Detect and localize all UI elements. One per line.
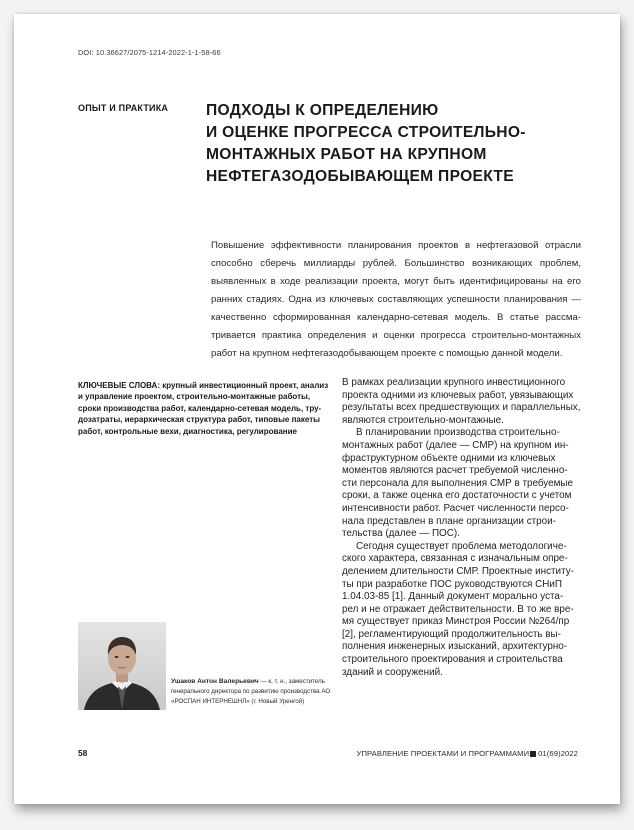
abstract-line: выявленных в ходе реализации проекта, могут быть идентифицированы на его: [211, 276, 581, 287]
body-line: рел и не отражает действительности. В то же вре-: [342, 603, 574, 615]
running-footer: [357, 749, 578, 758]
body-line: 1.04.03-85 [1]. Данный документ морально уста-: [342, 591, 564, 603]
keywords-line: работ, контрольные вехи, диагностика, регулирование: [78, 426, 297, 436]
author-name: Ушаков Антон Валерьевич: [171, 678, 259, 685]
square-bullet-icon: [530, 751, 536, 757]
body-line: проекта одними из ключевых работ, увязывающих: [342, 389, 574, 401]
body-line: делением длительности СМР. Проектные институ-: [342, 565, 574, 577]
title-line: МОНТАЖНЫХ РАБОТ НА КРУПНОМ: [206, 146, 487, 163]
abstract: [211, 237, 581, 363]
keywords: [78, 380, 338, 437]
body-line: ты при разработке ПОС руководствуются СНиП: [342, 578, 562, 590]
author-position: генерального директора по развитию производства АО: [171, 687, 331, 695]
title-line: ПОДХОДЫ К ОПРЕДЕЛЕНИЮ: [206, 102, 439, 119]
title-line: НЕФТЕГАЗОДОБЫВАЮЩЕМ ПРОЕКТЕ: [206, 168, 514, 185]
body-line: В планировании производства строительно-: [356, 427, 560, 439]
body-line: фраструктурном объекте одними из ключевых: [342, 452, 556, 464]
title-line: И ОЦЕНКЕ ПРОГРЕССА СТРОИТЕЛЬНО-: [206, 124, 526, 141]
journal-name: УПРАВЛЕНИЕ ПРОЕКТАМИ И ПРОГРАММАМИ: [356, 749, 530, 758]
body-line: интенсивности работ. Расчет численности персо-: [342, 502, 569, 514]
body-line: В рамках реализации крупного инвестиционного: [342, 377, 566, 388]
body-line: ского характера, связанная с изначальным опре-: [342, 553, 568, 565]
author-photo: [78, 622, 166, 710]
keywords-line: сроки производства работ, календарно-сетевая модель, тру-: [78, 403, 322, 413]
body-line: являются строительно-монтажные.: [342, 414, 504, 426]
article-title: [206, 100, 586, 188]
body-line: мя существует приказ Минстроя России №264/пр: [342, 616, 570, 628]
body-line: [2], регламентирующий продолжительность вы-: [342, 628, 561, 640]
body-line: сроки, а также оценка его достаточности с учетом: [342, 490, 572, 502]
abstract-line: тривается практика определения и оценки прогресса строительно-монтажных: [211, 330, 581, 341]
journal-page: [14, 14, 620, 804]
body-line: тельства (далее — ПОС).: [342, 528, 460, 540]
body-line: сти персонала для выполнения СМР в требуемые: [342, 477, 573, 489]
author-organization: «РОСПАН ИНТЕРНЕШНЛ» (г. Новый Уренгой): [171, 697, 305, 705]
keywords-line: и управление проектом, строительно-монтажные работы,: [78, 392, 311, 402]
issue-number: 01(69)2022: [538, 749, 578, 758]
body-line: моментов являются расчет требуемой численно-: [342, 465, 568, 477]
abstract-line: способно сберечь миллиарды рублей. Большинство возникающих проблем,: [211, 258, 581, 269]
abstract-line: Повышение эффективности планирования проектов в нефтегазовой отрасли: [211, 240, 581, 251]
page-number: 58: [78, 748, 88, 758]
body-line: Сегодня существует проблема методологиче-: [356, 540, 567, 552]
author-portrait-icon: [78, 622, 166, 710]
section-heading: ОПЫТ И ПРАКТИКА: [78, 103, 169, 113]
abstract-line: ранних стадиях. Одна из ключевых составляющих успешности планирования —: [211, 294, 581, 305]
body-line: полнения инженерных изысканий, архитектурно-: [342, 641, 568, 653]
body-text: [342, 377, 594, 679]
keywords-line: КЛЮЧЕВЫЕ СЛОВА: крупный инвестиционный проект, анализ: [78, 381, 329, 390]
abstract-line: качественно сформированная календарно-сетевая модель. В статье рассма-: [211, 312, 581, 323]
author-degree: — к. т. н., заместитель: [258, 678, 325, 685]
body-line: монтажных работ (далее — СМР) на крупном ин-: [342, 439, 569, 451]
body-line: результаты всех предшествующих и параллельных,: [342, 402, 581, 414]
body-line: зданий и сооружений.: [342, 666, 443, 678]
doi-line: DOI: 10.36627/2075-1214-2022-1-1-58-66: [78, 48, 221, 57]
body-line: строительного проектирования и строительства: [342, 654, 563, 666]
body-line: нала представлен в плане организации строи-: [342, 515, 556, 527]
keywords-line: дозатраты, иерархическая структура работ, типовые пакеты: [78, 415, 320, 425]
abstract-line: работ на крупном нефтегазодобывающем проекте с помощью данной модели.: [211, 348, 563, 359]
author-info: [171, 677, 339, 706]
